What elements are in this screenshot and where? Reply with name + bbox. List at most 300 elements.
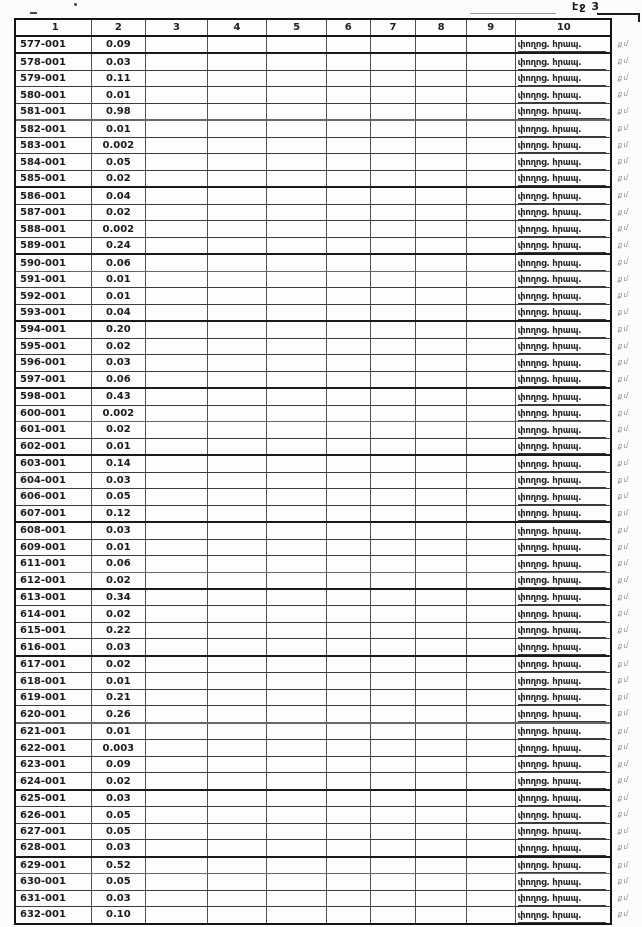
empty-cell: [371, 322, 417, 337]
table-row: [16, 71, 629, 87]
land-use-note: փողոց. հրապ.: [518, 492, 607, 505]
margin-unit-mark: քմ: [618, 575, 629, 584]
empty-cell: [467, 891, 516, 906]
margin-unit-mark: քմ: [618, 743, 629, 752]
empty-cell: [327, 305, 371, 320]
empty-cell: [416, 188, 467, 203]
land-use-note-cell: [516, 606, 610, 621]
empty-cell: [208, 87, 268, 102]
area-value-cell: 0.03: [92, 791, 147, 806]
parcel-id-cell: 629-001: [16, 858, 92, 873]
parcel-id-cell: 624-001: [16, 773, 92, 788]
table-row: [16, 305, 629, 322]
parcel-id-cell: 585-001: [16, 171, 92, 186]
margin-unit-mark: քմ: [618, 709, 629, 718]
empty-cell: [371, 255, 417, 270]
empty-cell: [267, 339, 327, 354]
land-use-note: փողոց. հրապ.: [518, 508, 607, 521]
empty-cell: [416, 540, 467, 555]
table-row: [16, 322, 629, 338]
land-use-note: փողոց. հրապ.: [518, 609, 607, 622]
empty-cell: [146, 171, 208, 186]
empty-cell: [371, 205, 417, 220]
parcel-id-cell: 581-001: [16, 104, 92, 119]
margin-unit-mark: քմ: [618, 793, 629, 802]
empty-cell: [371, 355, 417, 370]
empty-cell: [327, 590, 371, 605]
empty-cell: [467, 255, 516, 270]
empty-cell: [327, 740, 371, 755]
table-row: [16, 171, 629, 188]
empty-cell: [267, 322, 327, 337]
table-header-row: [16, 20, 610, 37]
empty-cell: [416, 690, 467, 705]
table-row: [16, 874, 629, 890]
empty-cell: [146, 523, 208, 538]
margin-unit-mark: քմ: [618, 73, 629, 82]
parcel-id-cell: 596-001: [16, 355, 92, 370]
column-header-7: 7: [371, 20, 417, 35]
empty-cell: [208, 573, 268, 588]
empty-cell: [146, 657, 208, 672]
land-use-note: փողոց. հրապ.: [518, 810, 607, 823]
table-row: [16, 639, 629, 656]
empty-cell: [327, 489, 371, 504]
empty-cell: [146, 706, 208, 721]
margin-unit-mark: քմ: [618, 106, 629, 115]
empty-cell: [467, 121, 516, 136]
land-use-note: փողոց. հրապ.: [518, 325, 607, 338]
land-use-note: փողոց. հրապ.: [518, 459, 607, 472]
page-number-label: էջ 3: [572, 0, 600, 13]
empty-cell: [416, 322, 467, 337]
empty-cell: [467, 104, 516, 119]
empty-cell: [371, 891, 417, 906]
area-value-cell: 0.04: [92, 305, 147, 320]
margin-unit-mark: քմ: [618, 542, 629, 551]
parcel-id-cell: 632-001: [16, 907, 92, 922]
empty-cell: [416, 456, 467, 471]
empty-cell: [371, 188, 417, 203]
empty-cell: [416, 305, 467, 320]
empty-cell: [267, 439, 327, 454]
table-row: [16, 606, 629, 622]
land-use-note-cell: [516, 639, 610, 654]
empty-cell: [467, 757, 516, 772]
empty-cell: [327, 673, 371, 688]
land-use-note-cell: [516, 757, 610, 772]
empty-cell: [146, 188, 208, 203]
margin-unit-mark: քմ: [618, 392, 629, 401]
empty-cell: [416, 623, 467, 638]
empty-cell: [267, 724, 327, 739]
table-row: [16, 590, 629, 606]
land-use-note-cell: [516, 874, 610, 889]
empty-cell: [371, 673, 417, 688]
empty-cell: [371, 473, 417, 488]
margin-unit-mark: քմ: [618, 877, 629, 886]
empty-cell: [467, 706, 516, 721]
parcel-id-cell: 586-001: [16, 188, 92, 203]
land-use-note: փողոց. հրապ.: [518, 341, 607, 354]
land-use-note-cell: [516, 907, 610, 922]
empty-cell: [208, 355, 268, 370]
empty-cell: [267, 523, 327, 538]
empty-cell: [146, 673, 208, 688]
empty-cell: [146, 71, 208, 86]
empty-cell: [327, 422, 371, 437]
table-row: [16, 355, 629, 371]
empty-cell: [327, 556, 371, 571]
empty-cell: [208, 255, 268, 270]
table-row: [16, 473, 629, 489]
area-value-cell: 0.05: [92, 824, 147, 839]
corner-mark-vertical: [638, 13, 640, 22]
empty-cell: [467, 138, 516, 153]
land-use-note: փողոց. հրապ.: [518, 709, 607, 722]
table-row: [16, 372, 629, 389]
empty-cell: [327, 523, 371, 538]
land-use-note: փողոց. հրապ.: [518, 39, 607, 52]
land-use-note-cell: [516, 221, 610, 236]
empty-cell: [146, 389, 208, 404]
empty-cell: [416, 773, 467, 788]
parcel-id-cell: 606-001: [16, 489, 92, 504]
empty-cell: [267, 422, 327, 437]
table-row: [16, 858, 629, 874]
empty-cell: [371, 71, 417, 86]
empty-cell: [371, 372, 417, 387]
empty-cell: [267, 372, 327, 387]
land-use-note-cell: [516, 355, 610, 370]
empty-cell: [327, 657, 371, 672]
land-use-note: փողոց. հրապ.: [518, 207, 607, 220]
column-header-1: 1: [16, 20, 92, 35]
empty-cell: [208, 238, 268, 253]
empty-cell: [208, 305, 268, 320]
parcel-id-cell: 595-001: [16, 339, 92, 354]
empty-cell: [267, 255, 327, 270]
parcel-id-cell: 625-001: [16, 791, 92, 806]
land-use-note: փողոց. հրապ.: [518, 106, 607, 119]
parcel-id-cell: 594-001: [16, 322, 92, 337]
land-use-note-cell: [516, 406, 610, 421]
empty-cell: [327, 355, 371, 370]
land-use-note-cell: [516, 556, 610, 571]
empty-cell: [371, 757, 417, 772]
empty-cell: [208, 590, 268, 605]
margin-unit-mark: քմ: [618, 191, 629, 200]
table-row: [16, 205, 629, 221]
empty-cell: [146, 556, 208, 571]
empty-cell: [327, 121, 371, 136]
margin-unit-mark: քմ: [618, 492, 629, 501]
empty-cell: [146, 305, 208, 320]
land-use-note-cell: [516, 154, 610, 169]
area-value-cell: 0.002: [92, 138, 147, 153]
empty-cell: [467, 272, 516, 287]
empty-cell: [327, 473, 371, 488]
empty-cell: [416, 87, 467, 102]
margin-unit-mark: քմ: [618, 759, 629, 768]
empty-cell: [327, 773, 371, 788]
parcel-id-cell: 583-001: [16, 138, 92, 153]
margin-unit-mark: քմ: [618, 810, 629, 819]
area-value-cell: 0.02: [92, 573, 147, 588]
empty-cell: [467, 556, 516, 571]
area-value-cell: 0.09: [92, 37, 147, 52]
empty-cell: [467, 489, 516, 504]
land-use-note: փողոց. հրապ.: [518, 307, 607, 320]
land-use-note: փողոց. հրապ.: [518, 392, 607, 405]
area-value-cell: 0.03: [92, 355, 147, 370]
margin-unit-mark: քմ: [618, 325, 629, 334]
empty-cell: [416, 272, 467, 287]
area-value-cell: 0.02: [92, 657, 147, 672]
margin-unit-mark: քմ: [618, 726, 629, 735]
empty-cell: [146, 138, 208, 153]
empty-cell: [146, 355, 208, 370]
empty-cell: [146, 372, 208, 387]
empty-cell: [467, 473, 516, 488]
empty-cell: [327, 690, 371, 705]
empty-cell: [327, 858, 371, 873]
empty-cell: [267, 238, 327, 253]
parcel-id-cell: 616-001: [16, 639, 92, 654]
empty-cell: [416, 757, 467, 772]
empty-cell: [267, 355, 327, 370]
empty-cell: [208, 121, 268, 136]
land-use-note-cell: [516, 238, 610, 253]
margin-unit-mark: քմ: [618, 692, 629, 701]
empty-cell: [416, 422, 467, 437]
empty-cell: [267, 188, 327, 203]
parcel-id-cell: 589-001: [16, 238, 92, 253]
empty-cell: [416, 590, 467, 605]
empty-cell: [267, 840, 327, 855]
empty-cell: [267, 171, 327, 186]
empty-cell: [208, 907, 268, 922]
empty-cell: [208, 406, 268, 421]
empty-cell: [467, 288, 516, 303]
empty-cell: [327, 706, 371, 721]
area-value-cell: 0.01: [92, 87, 147, 102]
table-row: [16, 840, 629, 857]
empty-cell: [416, 907, 467, 922]
margin-unit-mark: քմ: [618, 157, 629, 166]
empty-cell: [467, 87, 516, 102]
empty-cell: [467, 389, 516, 404]
parcel-id-cell: 621-001: [16, 724, 92, 739]
area-value-cell: 0.03: [92, 639, 147, 654]
scan-artifact: [74, 3, 77, 6]
empty-cell: [208, 473, 268, 488]
empty-cell: [371, 54, 417, 69]
area-value-cell: 0.02: [92, 171, 147, 186]
table-row: [16, 37, 629, 54]
margin-unit-mark: քմ: [618, 124, 629, 133]
empty-cell: [416, 205, 467, 220]
empty-cell: [467, 439, 516, 454]
parcel-id-cell: 617-001: [16, 657, 92, 672]
empty-cell: [146, 773, 208, 788]
land-use-note-cell: [516, 305, 610, 320]
margin-unit-mark: քմ: [618, 860, 629, 869]
area-value-cell: 0.01: [92, 724, 147, 739]
area-value-cell: 0.03: [92, 840, 147, 855]
area-value-cell: 0.05: [92, 489, 147, 504]
empty-cell: [208, 506, 268, 521]
scan-artifact: [470, 13, 556, 14]
empty-cell: [467, 523, 516, 538]
empty-cell: [327, 573, 371, 588]
empty-cell: [327, 791, 371, 806]
empty-cell: [416, 506, 467, 521]
empty-cell: [146, 690, 208, 705]
parcel-id-cell: 623-001: [16, 757, 92, 772]
empty-cell: [416, 791, 467, 806]
empty-cell: [208, 37, 268, 52]
empty-cell: [327, 606, 371, 621]
margin-unit-mark: քմ: [618, 408, 629, 417]
empty-cell: [327, 339, 371, 354]
margin-unit-mark: քմ: [618, 625, 629, 634]
empty-cell: [267, 272, 327, 287]
empty-cell: [467, 791, 516, 806]
empty-cell: [146, 121, 208, 136]
parcel-id-cell: 590-001: [16, 255, 92, 270]
empty-cell: [267, 288, 327, 303]
empty-cell: [416, 556, 467, 571]
empty-cell: [208, 439, 268, 454]
margin-unit-mark: քմ: [618, 425, 629, 434]
empty-cell: [208, 523, 268, 538]
table-row: [16, 238, 629, 255]
empty-cell: [267, 37, 327, 52]
margin-unit-mark: քմ: [618, 173, 629, 182]
empty-cell: [208, 540, 268, 555]
parcel-id-cell: 612-001: [16, 573, 92, 588]
empty-cell: [146, 205, 208, 220]
land-use-note-cell: [516, 439, 610, 454]
land-use-note: փողոց. հրապ.: [518, 124, 607, 137]
land-use-note-cell: [516, 37, 610, 52]
empty-cell: [208, 372, 268, 387]
parcel-id-cell: 579-001: [16, 71, 92, 86]
empty-cell: [146, 406, 208, 421]
land-use-note-cell: [516, 138, 610, 153]
empty-cell: [146, 456, 208, 471]
empty-cell: [467, 154, 516, 169]
margin-unit-mark: քմ: [618, 224, 629, 233]
empty-cell: [467, 188, 516, 203]
empty-cell: [327, 188, 371, 203]
margin-unit-mark: քմ: [618, 274, 629, 283]
area-value-cell: 0.03: [92, 891, 147, 906]
empty-cell: [371, 623, 417, 638]
land-use-note: փողոց. հրապ.: [518, 90, 607, 103]
parcel-id-cell: 597-001: [16, 372, 92, 387]
empty-cell: [416, 355, 467, 370]
land-use-note: փողոց. հրապ.: [518, 358, 607, 371]
empty-cell: [416, 339, 467, 354]
area-value-cell: 0.24: [92, 238, 147, 253]
parcel-id-cell: 603-001: [16, 456, 92, 471]
parcel-id-cell: 580-001: [16, 87, 92, 102]
margin-unit-mark: քմ: [618, 341, 629, 350]
empty-cell: [267, 154, 327, 169]
empty-cell: [416, 238, 467, 253]
area-value-cell: 0.05: [92, 154, 147, 169]
empty-cell: [327, 406, 371, 421]
empty-cell: [416, 439, 467, 454]
land-use-note: փողոց. հրապ.: [518, 893, 607, 906]
area-value-cell: 0.14: [92, 456, 147, 471]
empty-cell: [371, 791, 417, 806]
area-value-cell: 0.01: [92, 288, 147, 303]
parcel-id-cell: 604-001: [16, 473, 92, 488]
area-value-cell: 0.06: [92, 255, 147, 270]
empty-cell: [146, 154, 208, 169]
empty-cell: [371, 690, 417, 705]
empty-cell: [146, 221, 208, 236]
land-use-note: փողոց. հրապ.: [518, 425, 607, 438]
empty-cell: [416, 389, 467, 404]
empty-cell: [467, 372, 516, 387]
empty-cell: [146, 54, 208, 69]
empty-cell: [208, 188, 268, 203]
empty-cell: [267, 907, 327, 922]
land-use-note-cell: [516, 389, 610, 404]
empty-cell: [327, 288, 371, 303]
land-use-note-cell: [516, 422, 610, 437]
empty-cell: [467, 322, 516, 337]
empty-cell: [371, 824, 417, 839]
area-value-cell: 0.04: [92, 188, 147, 203]
margin-unit-mark: քմ: [618, 441, 629, 450]
area-value-cell: 0.34: [92, 590, 147, 605]
empty-cell: [467, 740, 516, 755]
margin-unit-mark: քմ: [618, 676, 629, 685]
empty-cell: [416, 37, 467, 52]
empty-cell: [371, 540, 417, 555]
empty-cell: [208, 757, 268, 772]
land-use-note-cell: [516, 523, 610, 538]
empty-cell: [267, 489, 327, 504]
empty-cell: [467, 456, 516, 471]
land-use-note-cell: [516, 590, 610, 605]
empty-cell: [467, 355, 516, 370]
area-value-cell: 0.21: [92, 690, 147, 705]
empty-cell: [208, 422, 268, 437]
empty-cell: [267, 138, 327, 153]
empty-cell: [146, 540, 208, 555]
empty-cell: [371, 104, 417, 119]
empty-cell: [327, 639, 371, 654]
land-use-note: փողոց. հրապ.: [518, 860, 607, 873]
parcel-id-cell: 592-001: [16, 288, 92, 303]
empty-cell: [371, 389, 417, 404]
corner-mark-horizontal: [597, 13, 640, 15]
empty-cell: [416, 171, 467, 186]
land-use-note: փողոց. հրապ.: [518, 291, 607, 304]
area-value-cell: 0.06: [92, 556, 147, 571]
empty-cell: [416, 874, 467, 889]
empty-cell: [267, 389, 327, 404]
land-use-note: փողոց. հրապ.: [518, 73, 607, 86]
empty-cell: [416, 724, 467, 739]
empty-cell: [267, 87, 327, 102]
